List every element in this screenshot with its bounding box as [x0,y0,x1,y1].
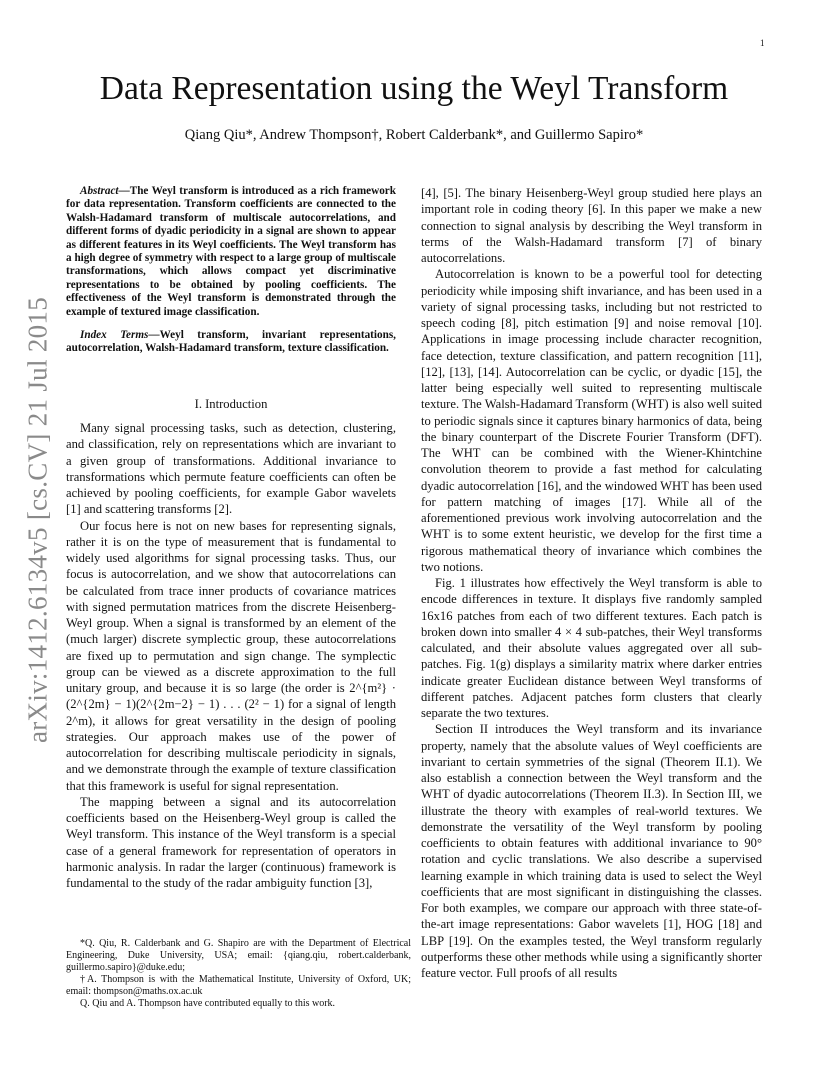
author-list: Qiang Qiu*, Andrew Thompson†, Robert Calderbank*, and Guillermo Sapiro* [184,127,644,143]
intro-paragraph-1: Many signal processing tasks, such as detection, clustering, and classification, rely on representations which are invariant to a given group of transformations. Additional invariance to transformations which permute feature coefficients can often be achieved by pooling coefficients, for example Gabor wavelets [1] and scattering transforms [2]. [66,421,396,517]
right-paragraph-0: [4], [5]. The binary Heisenberg-Weyl group studied here plays an important role in coding theory [6]. In this paper we make a new connection to signal analysis by describing the Weyl transform in terms of the Walsh-Hadamard transform [7] of binary autocorrelations. [421,186,762,265]
index-terms [66,329,396,356]
abstract [66,185,396,319]
footnotes [66,938,411,1010]
right-paragraph-1: Autocorrelation is known to be a powerful tool for detecting periodicity while imposing shift invariance, and has been used in a variety of signal processing tasks, including but not restricted to speech coding [8], pitch estimation [9] and noise removal [10]. Applications in image processing include character recognition, face detection, texture classification, and pattern recognition [11], [12], [13], [14]. Autocorrelation can be cyclic, or dyadic [15], the latter being especially well suited to representing multiscale texture. The Walsh-Hadamard Transform (WHT) is also well suited to periodic signals since it captures binary harmonics of data, being the binary counterpart of the Discrete Fourier Transform (DFT). The WHT can be combined with the Wiener-Khintchine convolution theorem to provide a fast method for calculating dyadic autocorrelation [16], and the windowed WHT has been used for pattern matching of images [17]. While all of the aforementioned previous work involving autocorrelation and the WHT is to some extent heuristic, we develop for the first time a rigorous mathematical theory of invariance which combines the two notions. [421,267,762,574]
intro-paragraph-3: The mapping between a signal and its autocorrelation coefficients based on the Heisenberg-Weyl group is called the Weyl transform. This instance of the Weyl transform is a special case of a general framework for representation of operators in harmonic analysis. In radar the larger (continuous) framework is fundamental to the study of the radar ambiguity function [3], [66,794,396,891]
index-terms-label: Index Terms [80,329,149,342]
right-column [421,185,762,981]
index-terms-text: —Weyl transform, invariant representations, autocorrelation, Walsh-Hadamard transform, texture classification. [66,329,396,355]
right-paragraph-2: Fig. 1 illustrates how effectively the Weyl transform is able to encode differences in texture. It displays five randomly sampled 16x16 patches from each of two different textures. Each patch is broken down into smaller 4 × 4 sub-patches, their Weyl transforms calculated, and their absolute values aggregated over all sub-patches. Fig. 1(g) displays a similarity matrix where darker entries indicate greater Euclidean distance between Weyl transforms of different patches. Adjacent patches form clusters that clearly separate the two textures. [421,576,762,720]
section-heading: I. Introduction [194,396,268,411]
abstract-label: Abstract [80,185,119,197]
footnote-equal-contribution: Q. Qiu and A. Thompson have contributed equally to this work. [80,998,336,1009]
left-column [66,185,396,891]
page-number: 1 [760,38,765,48]
intro-paragraph-2: Our focus here is not on new bases for representing signals, rather it is on the type of measurement that is fundamental to widely used algorithms for signal processing tasks. Thus, our focus is autocorrelation, and we show that autocorrelations can be calculated from trace inner products of covariance matrices with signed permutation matrices from the discrete Heisenberg-Weyl group. When a signal is transformed by an element of the (much larger) discrete symplectic group, these autocorrelations are fixed up to permutation and sign change. The symplectic group can be viewed as a discrete approximation to the full unitary group, and because it is so large (the order is 2^{m²} · (2^{2m} − 1)(2^{2m−2} − 1) . . . (2² − 1) for a signal of length 2^m), it allows for great versatility in the design of pooling strategies. Our approach makes use of the power of autocorrelation for describing multiscale periodicity in signals, and we demonstrate through the example of texture classification that this framework is useful for signal representation. [66,518,396,793]
arxiv-stamp: arXiv:1412.6134v5 [cs.CV] 21 Jul 2015 [22,296,53,744]
right-paragraph-3: Section II introduces the Weyl transform and its invariance property, namely that the absolute values of Weyl coefficients are invariant to certain symmetries of the signal (Theorem II.1). We also establish a connection between the Weyl transform and the WHT of dyadic autocorrelations (Theorem II.3). In Section III, we illustrate the theory with examples of real-world textures. We demonstrate the versatility of the Weyl transform by pooling coefficients to obtain features with additional invariance to 90° rotation and cyclic translations. We also describe a supervised learning example in which training data is used to select the Weyl coefficients that are most significant in distinguishing the classes. For both examples, we compare our approach with three state-of-the-art image representations: Gabor wavelets [1], HOG [18] and LBP [19]. On the examples tested, the Weyl transform regularly outperforms these other methods while using a significantly shorter feature vector. Full proofs of all results [421,722,762,980]
footnote-affiliations: *Q. Qiu, R. Calderbank and G. Shapiro are with the Department of Electrical Engineering, Duke University, USA; email: {qiang.qiu, robert.calderbank, guillermo.sapiro}@duke.edu; [66,938,411,973]
footnote-thompson: †A. Thompson is with the Mathematical Institute, University of Oxford, UK; email: thompson@maths.ox.ac.uk [66,974,411,997]
abstract-text: —The Weyl transform is introduced as a rich framework for data representation. Transform coefficients are connected to the Walsh-Hadamard transform of multiscale autocorrelations, and different forms of dyadic periodicity in a signal are shown to appear as different features in its Weyl coefficients. The Weyl transform has a high degree of symmetry with respect to a large group of multiscale transformations, which allows compact yet discriminative representations to be obtained by pooling coefficients. The effectiveness of the Weyl transform is demonstrated through the example of textured image classification. [66,185,396,318]
paper-title: Data Representation using the Weyl Transform [99,70,729,107]
